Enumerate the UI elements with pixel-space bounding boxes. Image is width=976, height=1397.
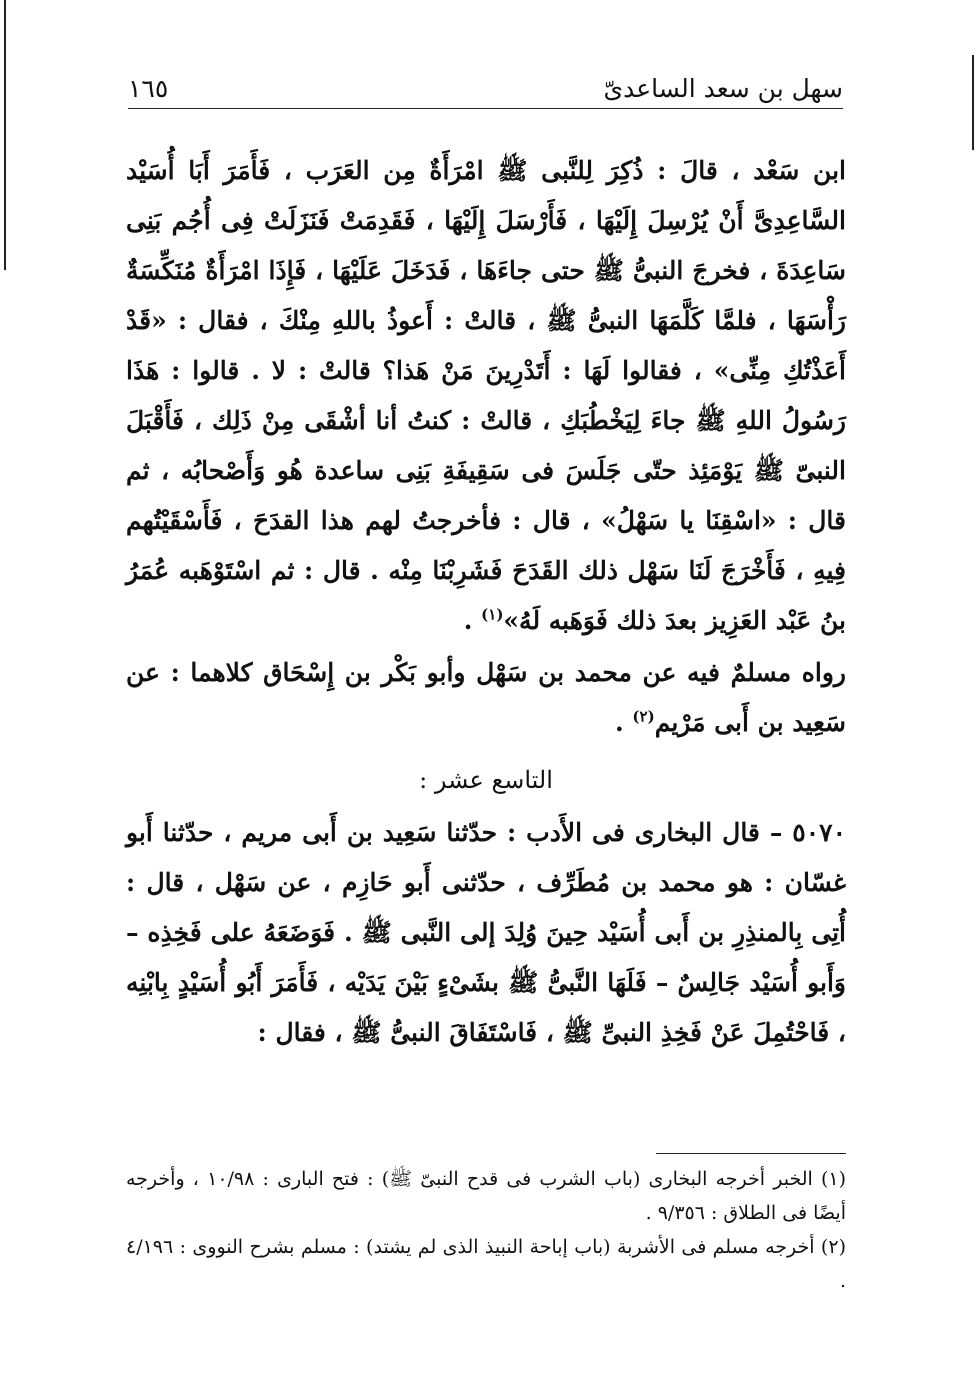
main-text <box>126 146 846 748</box>
attribution-paragraph <box>126 648 846 748</box>
paragraph-end: . <box>615 708 633 737</box>
footnotes <box>126 1162 846 1298</box>
paragraph-text: ابن سَعْد ، قالَ : ذُكِرَ لِلنَّبى ﷺ امْرَأَةٌ مِن العَرَب ، فَأَمَرَ أَبَا أُسَيْد السَّاعِدِىَّ أَنْ يُرْسِلَ إِلَيْهَا ، فَأَرْسَلَ إِلَيْهَا ، فَقَدِمَتْ فَنَزَلَتْ فِى أُجُم بَنِى سَاعِدَةَ ، فخرجَ النبىُّ ﷺ حتى جاءَهَا ، فَدَخَلَ عَلَيْهَا ، فَإِذَا امْرَأَةٌ مُنَكِّسَةٌ رَأْسَهَا ، فلمَّا كَلَّمَهَا النبىُّ ﷺ ، قالتْ : أَعوذُ باللهِ مِنْكَ ، فقال : «قَدْ أَعَذْتُكِ مِنِّى» ، فقالوا لَهَا : أَتَدْرِينَ مَنْ هَذا؟ قالتْ : لا . قالوا : هَذَا رَسُولُ اللهِ ﷺ جاءَ لِيَخْطُبَكِ ، قالتْ : كنتُ أنا أشْقَى مِنْ ذَلِك ، فَأَقْبَلَ النبىّ ﷺ يَوْمَئِذ حتّى جَلَسَ فى سَقِيفَةِ بَنِى ساعدة هُو وَأَصْحابُه ، ثم قال : «اسْقِنَا يا سَهْلُ» ، قال : فأخرجتُ لهم هذا القدَحَ ، فَأَسْقَيْتُهم فِيهِ ، فَأَخْرَجَ لَنَا سَهْل ذلك القَدَحَ فَشَرِبْنَا مِنْه . قال : ثم اسْتَوْهَبه عُمَرُ بنُ عَبْد العَزِيز بعدَ ذلك فَوَهَبه لَهُ» <box>126 156 846 635</box>
running-title: سهل بن سعد الساعدىّ <box>603 74 843 103</box>
scan-edge-left <box>4 0 6 270</box>
paragraph-text: رواه مسلمٌ فيه عن محمد بن سَهْل وأبو بَكْر بن إِسْحَاق كلاهما : عن سَعِيد بن أَبى مَرْيم <box>126 658 846 737</box>
footnote-1: (١) الخبر أخرجه البخارى (باب الشرب فى قدح النبىّ ﷺ) : فتح البارى : ١٠/٩٨ ، وأخرجه أيضًا فى الطلاق : ٩/٣٥٦ . <box>126 1168 847 1224</box>
scan-edge-right <box>972 55 974 150</box>
hadith-paragraph: ٥٠٧٠ – قال البخارى فى الأَدب : حدّثنا سَعِيد بن أَبى مريم ، حدّثنا أَبو غسّان : هو محمد بن مُطَرِّف ، حدّثنى أَبو حَازِم ، عن سَهْل ، قال : أُتِى بِالمنذِرِ بن أَبى أُسَيْد حِينَ وُلِدَ إلى النَّبى ﷺ . فَوَضَعَهُ على فَخِذِه – وَأَبو أُسَيْد جَالِسٌ – فَلَهَا النَّبىُّ ﷺ بشَىْءٍ بَيْنَ يَدَيْه ، فَأَمَرَ أَبُو أُسَيْدٍ بِابْنِه ، فَاحْتُمِلَ عَنْ فَخِذِ النبىِّ ﷺ ، فَاسْتَفَاقَ النبىُّ ﷺ ، فقال : <box>126 818 846 1047</box>
paragraph-end: . <box>463 606 482 635</box>
footnote-ref: (٢) <box>632 707 655 726</box>
main-text-section <box>126 808 846 1058</box>
running-header <box>128 66 843 106</box>
footnote-rule <box>656 1153 846 1154</box>
footnote-2: (٢) أخرجه مسلم فى الأشربة (باب إباحة النبيذ الذى لم يشتد) : مسلم بشرح النووى : ٤/١٩٦ . <box>126 1236 846 1292</box>
header-rule <box>128 108 843 109</box>
section-heading: التاسع عشر : <box>419 766 553 794</box>
page-number: ١٦٥ <box>128 74 169 103</box>
hadith-paragraph <box>126 146 846 646</box>
footnote-ref: (١) <box>481 605 504 624</box>
